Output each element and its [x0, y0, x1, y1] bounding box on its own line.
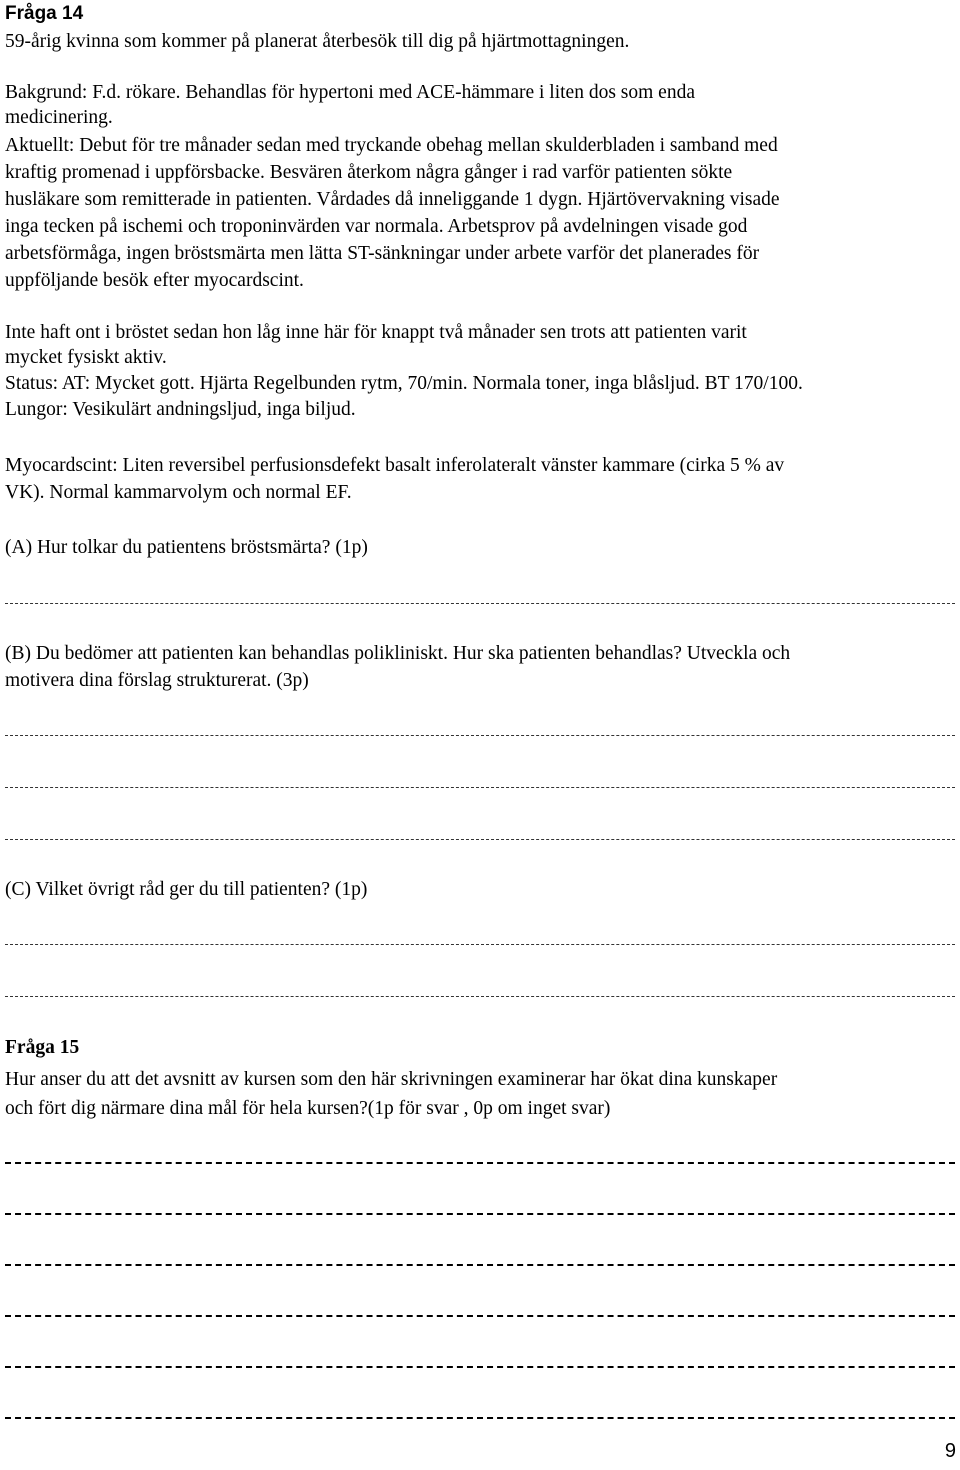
- answer-line-15[interactable]: [5, 1417, 955, 1419]
- question-14-title: Fråga 14: [5, 3, 84, 24]
- question-a: (A) Hur tolkar du patientens bröstsmärta? (1p): [5, 537, 368, 558]
- question-15-text: och fört dig närmare dina mål för hela kursen?(1p för svar , 0p om inget svar): [5, 1098, 611, 1119]
- answer-line-15[interactable]: [5, 1366, 955, 1368]
- status-line: Status: AT: Mycket gott. Hjärta Regelbunden rytm, 70/min. Normala toner, inga blåsljud. BT 170/100.: [5, 373, 803, 394]
- question-15-text: Hur anser du att det avsnitt av kursen som den här skrivningen examinerar har ökat dina kunskaper: [5, 1069, 778, 1090]
- answer-line-b[interactable]: [5, 839, 955, 840]
- case-line: 59-årig kvinna som kommer på planerat återbesök till dig på hjärtmottagningen.: [5, 31, 630, 52]
- case-line: medicinering.: [5, 107, 113, 128]
- case-line: inga tecken på ischemi och troponinvärden var normala. Arbetsprov på avdelningen visade god: [5, 216, 748, 237]
- answer-line-15[interactable]: [5, 1315, 955, 1317]
- case-line: mycket fysiskt aktiv.: [5, 347, 167, 368]
- scint-line: Myocardscint: Liten reversibel perfusionsdefekt basalt inferolateralt vänster kammare (cirka 5 % av: [5, 455, 785, 476]
- answer-line-b[interactable]: [5, 735, 955, 736]
- answer-line-15[interactable]: [5, 1213, 955, 1215]
- status-line: Lungor: Vesikulärt andningsljud, inga biljud.: [5, 399, 356, 420]
- page-number: 9: [944, 1440, 956, 1462]
- answer-line-15[interactable]: [5, 1162, 955, 1164]
- case-line: Aktuellt: Debut för tre månader sedan med tryckande obehag mellan skulderbladen i samband med: [5, 135, 778, 156]
- question-b-continued: motivera dina förslag strukturerat. (3p): [5, 670, 309, 691]
- answer-line-b[interactable]: [5, 787, 955, 788]
- case-line: husläkare som remitterade in patienten. Vårdades då inneliggande 1 dygn. Hjärtövervakning visade: [5, 189, 780, 210]
- case-line: arbetsförmåga, ingen bröstsmärta men lätta ST-sänkningar under arbete varför det planerades för: [5, 243, 760, 264]
- case-line: uppföljande besök efter myocardscint.: [5, 270, 304, 291]
- question-c: (C) Vilket övrigt råd ger du till patienten? (1p): [5, 879, 368, 900]
- question-15-title: Fråga 15: [5, 1037, 80, 1058]
- answer-line-c[interactable]: [5, 996, 955, 997]
- scint-line: VK). Normal kammarvolym och normal EF.: [5, 482, 352, 503]
- answer-line-a[interactable]: [5, 603, 955, 604]
- answer-line-c[interactable]: [5, 944, 955, 945]
- case-line: Inte haft ont i bröstet sedan hon låg inne här för knappt två månader sen trots att patienten varit: [5, 322, 747, 343]
- case-line: kraftig promenad i uppförsbacke. Besvären återkom några gånger i rad varför patienten sökte: [5, 162, 733, 183]
- answer-line-15[interactable]: [5, 1264, 955, 1266]
- case-line: Bakgrund: F.d. rökare. Behandlas för hypertoni med ACE-hämmare i liten dos som enda: [5, 82, 695, 103]
- question-b: (B) Du bedömer att patienten kan behandlas polikliniskt. Hur ska patienten behandlas? Utveckla och: [5, 643, 791, 664]
